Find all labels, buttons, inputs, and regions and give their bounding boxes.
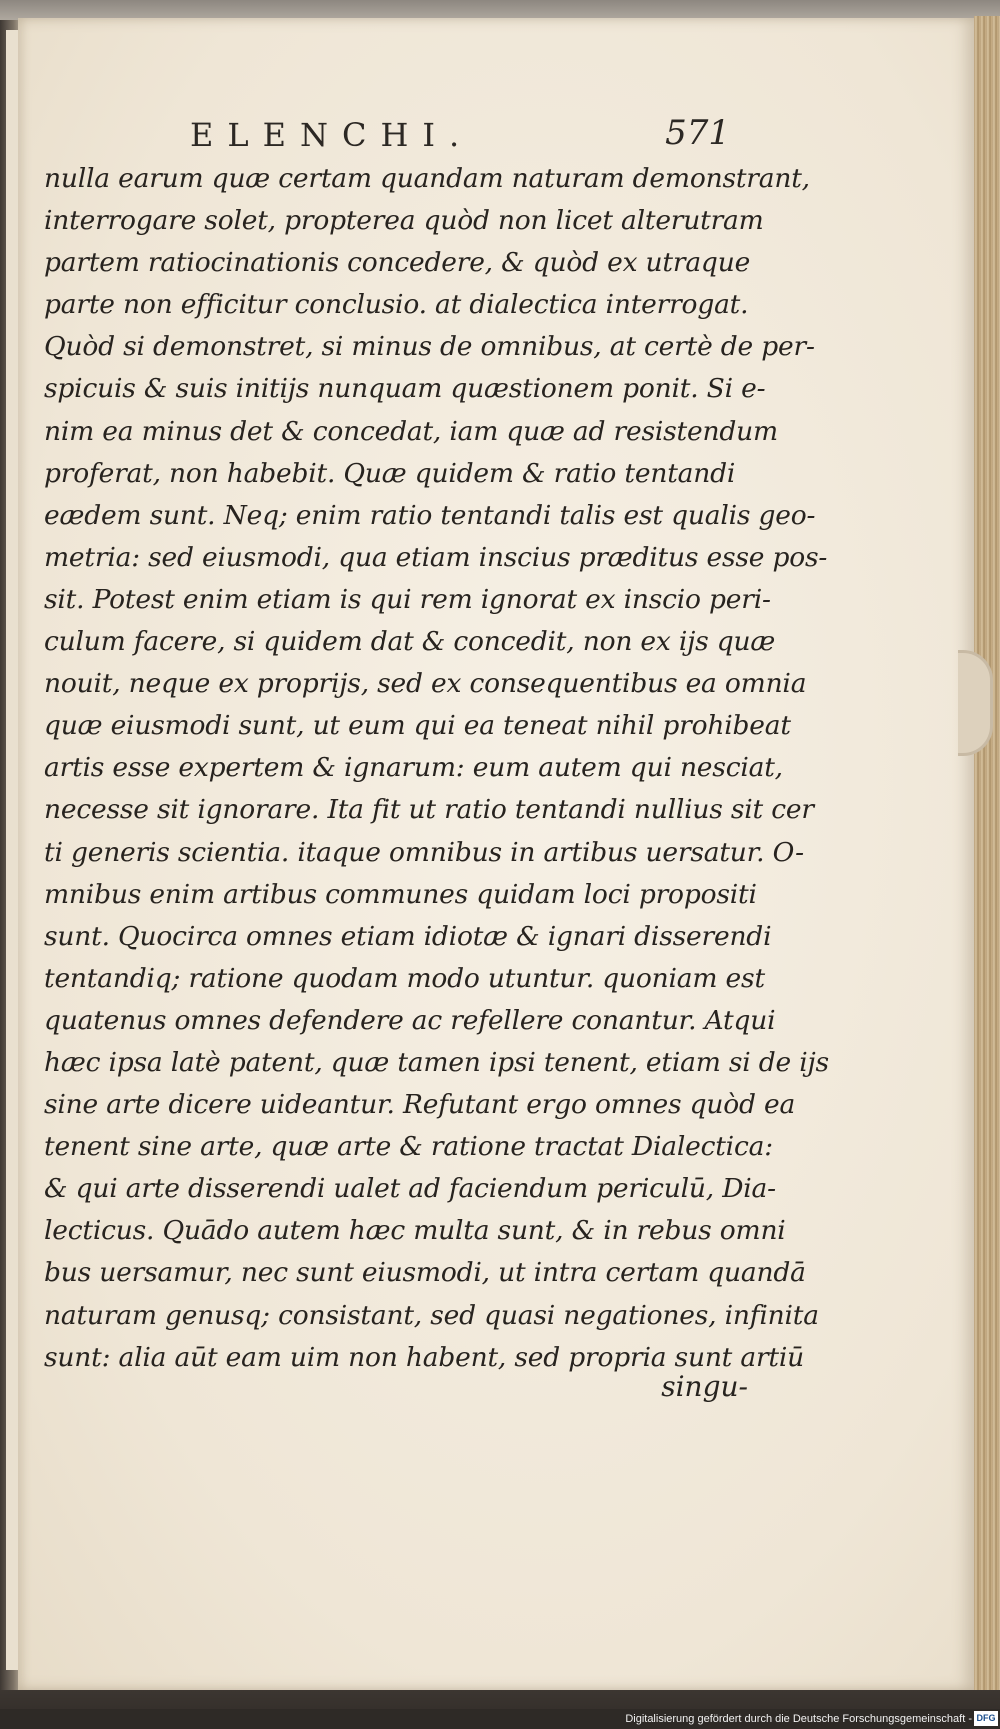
text-line: Quòd si demonstret, si minus de omnibus, at certè de per- <box>44 331 815 363</box>
text-line: naturam genusq; consistant, sed quasi negationes, infinita <box>44 1299 819 1331</box>
text-line: sine arte dicere uideantur. Refutant ergo omnes quòd ea <box>44 1089 796 1121</box>
text-line: parte non efficitur conclusio. at dialectica interrogat. <box>44 289 749 321</box>
text-line: sit. Potest enim etiam is qui rem ignorat ex inscio peri- <box>44 583 771 615</box>
text-line: culum facere, si quidem dat & concedit, non ex ijs quæ <box>44 626 776 658</box>
text-line: nim ea minus det & concedat, iam quæ ad resistendum <box>44 415 778 447</box>
text-line: & qui arte disserendi ualet ad faciendum periculū, Dia- <box>44 1173 776 1205</box>
text-line: tenent sine arte, quæ arte & ratione tractat Dialectica: <box>44 1131 773 1163</box>
text-line: tentandiq; ratione quodam modo utuntur. quoniam est <box>44 962 765 994</box>
page-clasp <box>958 650 993 756</box>
page-number: 571 <box>665 113 730 153</box>
text-line: metria: sed eiusmodi, qua etiam inscius præditus esse pos- <box>44 541 828 573</box>
text-line: nouit, neque ex proprijs, sed ex consequentibus ea omnia <box>44 668 807 700</box>
text-line: eædem sunt. Neq; enim ratio tentandi talis est qualis geo- <box>44 499 816 531</box>
text-line: quæ eiusmodi sunt, ut eum qui ea teneat nihil prohibeat <box>44 710 791 742</box>
running-head: ELENCHI. <box>190 116 474 154</box>
text-line: partem ratiocinationis concedere, & quòd ex utraque <box>44 247 751 279</box>
text-line: artis esse expertem & ignarum: eum autem qui nesciat, <box>44 752 783 784</box>
text-line: quatenus omnes defendere ac refellere conantur. Atqui <box>44 1004 776 1036</box>
body-text <box>44 158 829 1379</box>
text-line: spicuis & suis initijs nunquam quæstionem ponit. Si e- <box>44 373 766 405</box>
text-line: lecticus. Quādo autem hæc multa sunt, & in rebus omni <box>44 1215 786 1247</box>
text-line: mnibus enim artibus communes quidam loci propositi <box>44 878 757 910</box>
text-line: ti generis scientia. itaque omnibus in artibus uersatur. O- <box>44 836 804 868</box>
digitization-credit: Digitalisierung gefördert durch die Deutsche Forschungsgemeinschaft - <box>625 1713 972 1725</box>
catchword: singu- <box>661 1370 748 1403</box>
text-line: bus uersamur, nec sunt eiusmodi, ut intra certam quandā <box>44 1257 806 1289</box>
dfg-logo: DFG <box>974 1711 998 1726</box>
text-line: necesse sit ignorare. Ita fit ut ratio tentandi nullius sit cer <box>44 794 814 826</box>
text-line: proferat, non habebit. Quæ quidem & ratio tentandi <box>44 457 736 489</box>
text-line: hæc ipsa latè patent, quæ tamen ipsi tenent, etiam si de ijs <box>44 1046 829 1078</box>
fore-edge <box>974 16 1000 1692</box>
text-line: sunt: alia aūt eam uim non habent, sed propria sunt artiū <box>44 1341 805 1373</box>
text-line: sunt. Quocirca omnes etiam idiotæ & ignari disserendi <box>44 920 772 952</box>
text-line: nulla earum quæ certam quandam naturam demonstrant, <box>44 163 810 194</box>
text-line: interrogare solet, propterea quòd non licet alterutram <box>44 205 764 237</box>
